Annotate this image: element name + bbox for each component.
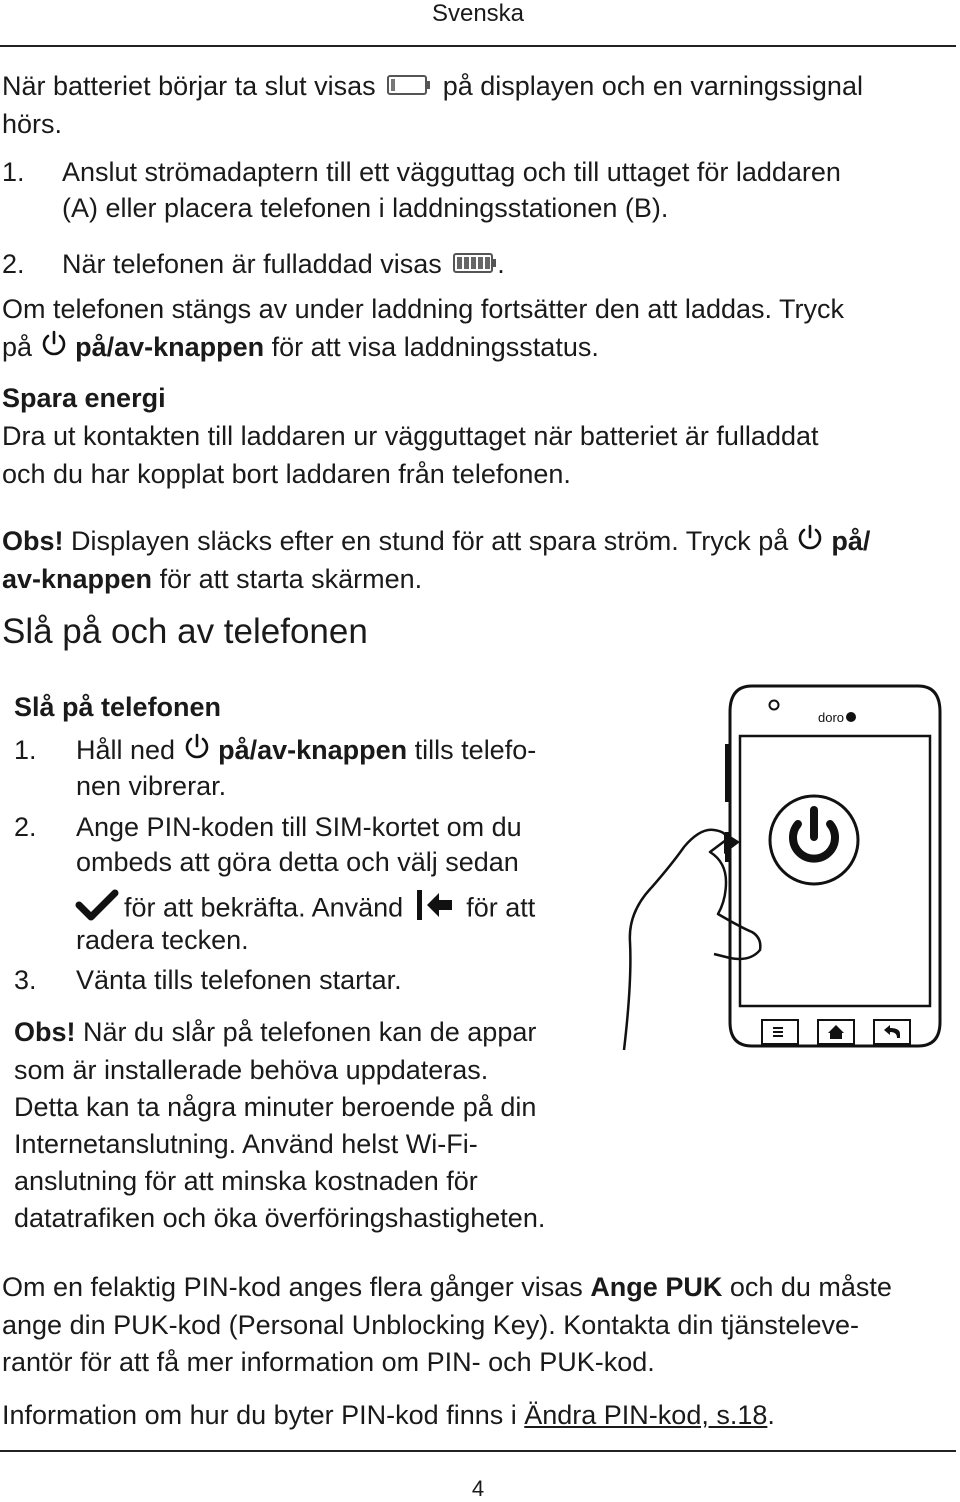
puk-line1: Om en felaktig PIN-kod anges flera gånger visas Ange PUK och du måste: [2, 1272, 892, 1302]
section-note-line4: Internetanslutning. Använd helst Wi-Fi-: [14, 1129, 478, 1159]
change-pin-link[interactable]: Ändra PIN-kod, s.18: [524, 1400, 768, 1430]
side-button: [725, 744, 731, 802]
battery-step-2: 2. När telefonen är fulladdad visas .: [2, 246, 505, 284]
save-energy-line1: Dra ut kontakten till laddaren ur vägguttaget när batteriet är fulladdat: [2, 421, 819, 451]
charging-info-line2: på på/av-knappen för att visa laddningsstatus.: [2, 329, 599, 368]
puk-line3: rantör för att få mer information om PIN- och PUK-kod.: [2, 1347, 655, 1377]
phone-screen: [740, 736, 930, 1006]
battery-step-1-line2: (A) eller placera telefonen i laddningsstationen (B).: [62, 193, 669, 223]
brand-logo-icon: [846, 712, 856, 722]
battery-full-icon: [453, 247, 497, 284]
battery-intro: När batteriet börjar ta slut visas på displayen och en varningssignal: [2, 68, 863, 106]
section-subtitle: Slå på telefonen: [14, 692, 222, 722]
back-key-icon: [874, 1020, 910, 1044]
section-note-line5: anslutning för att minska kostnaden för: [14, 1166, 478, 1196]
power-icon: [183, 733, 211, 770]
section-note-line6: datatrafiken och öka överföringshastigheten.: [14, 1203, 546, 1233]
battery-intro-line2: hörs.: [2, 109, 63, 139]
info-line: Information om hur du byter PIN-kod finns i Ändra PIN-kod, s.18.: [2, 1400, 775, 1430]
phone-illustration: [622, 682, 952, 1052]
puk-line2: ange din PUK-kod (Personal Unblocking Key). Kontakta din tjänsteleve-: [2, 1310, 859, 1340]
footer-rule: [0, 1450, 956, 1452]
phone-brand: doro: [818, 710, 845, 725]
power-icon: [40, 330, 68, 368]
header-rule: [0, 45, 956, 47]
save-energy-line2: och du har kopplat bort laddaren från telefonen.: [2, 459, 571, 489]
section-note-line1: Obs! När du slår på telefonen kan de appar: [14, 1017, 537, 1047]
save-energy-heading: Spara energi: [2, 383, 166, 413]
section-note-line2: som är installerade behöva uppdateras.: [14, 1055, 489, 1085]
language-header: Svenska: [431, 0, 525, 27]
page-number: 4: [471, 1476, 485, 1501]
charging-info-line1: Om telefonen stängs av under laddning fortsätter den att laddas. Tryck: [2, 294, 844, 324]
battery-low-icon: [387, 69, 431, 106]
section-note-line3: Detta kan ta några minuter beroende på din: [14, 1092, 537, 1122]
power-icon: [796, 524, 824, 562]
display-note-line2: av-knappen för att starta skärmen.: [2, 564, 423, 594]
home-key-icon: [818, 1020, 854, 1044]
menu-key-icon: [762, 1020, 798, 1044]
backspace-icon: [415, 888, 455, 931]
section-title: Slå på och av telefonen: [2, 612, 368, 651]
battery-step-1: 1. Anslut strömadaptern till ett vägguttag och till uttaget för laddaren: [2, 157, 841, 187]
manual-page: Svenska När batteriet börjar ta slut visas på displayen och en varningssignal hörs. 1. Anslut strömadaptern till ett vägguttag och till uttaget för laddaren (A) eller placera telefonen i laddningsstationen (B). 2. När telefonen är fulladdad visas . Om telefonen stängs av under laddning fortsätter den att laddas. Tryck på på/av-knappen för att visa laddningsstatus. Spara energi Dra ut kontakten till laddaren ur vägguttaget när batteriet är fulladdat och du har kopplat bort laddaren från telefonen. Obs! Displayen släcks efter en stund för att spara ström. Tryck på på/ av-knappen för att starta skärmen. Slå på och av telefonen Slå på telefonen 1. Håll ned på/av-knappen tills telefo- nen vibrerar. 2. Ange PIN-koden till SIM-kortet om du ombeds att göra detta och välj sedan för att bekräfta. Använd för att radera tecken. 3. Vänta tills telefonen startar. Obs! När du slår på telefonen kan de appar som är installerade behöva uppdateras. Detta kan ta några minuter beroende på din Internetanslutning. Använd helst Wi-Fi- anslutning för att minska kostnaden för datatrafiken och öka överföringshastigheten. doro Om en felaktig PIN-kod anges flera gånger visas Ange PUK och du måste ange din PUK-kod (Personal Unblocking Key). Kontakta din tjänsteleve- rantör för att få mer information om PIN- och PUK-kod. Information om hur du byter PIN-kod finns i Ändra PIN-kod, s.18. 4: [0, 0, 960, 1502]
display-note: Obs! Displayen släcks efter en stund för att spara ström. Tryck på på/: [2, 523, 870, 562]
